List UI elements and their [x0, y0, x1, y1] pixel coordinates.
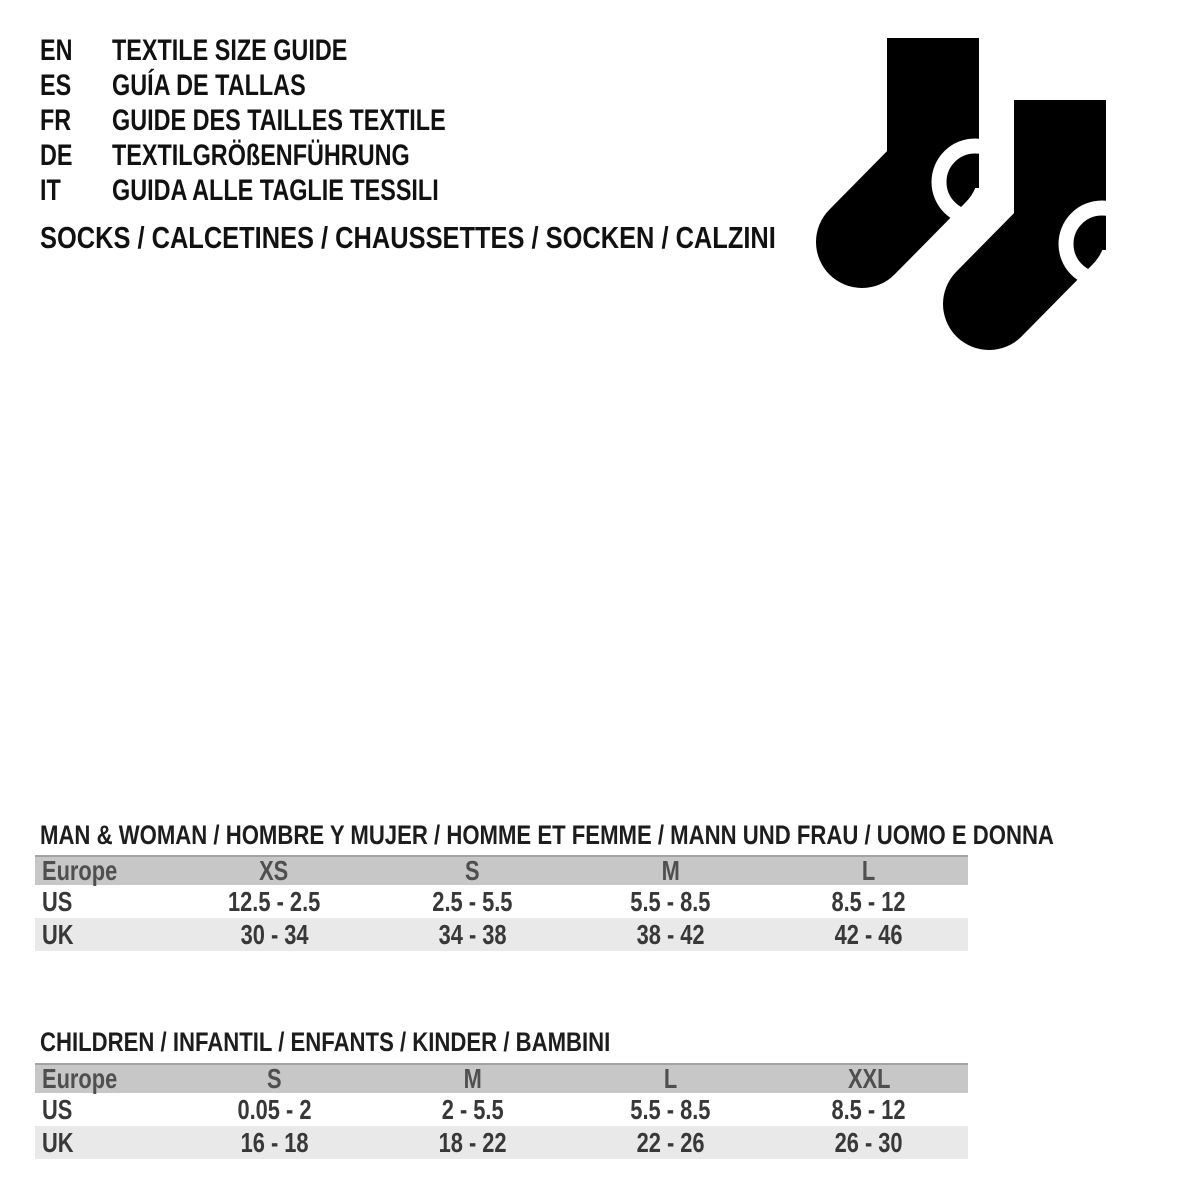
language-row-it	[40, 173, 540, 208]
socks-icon	[812, 30, 1152, 360]
table-header-cell: M	[661, 855, 680, 886]
section-title-text: CHILDREN / INFANTIL / ENFANTS / KINDER / BAMBINI	[40, 1026, 611, 1057]
table-header-cell: Europe	[42, 1063, 118, 1094]
category-heading-text: SOCKS / CALCETINES / CHAUSSETTES / SOCKEN / CALZINI	[40, 220, 776, 255]
table-row-uk	[35, 918, 968, 951]
table-cell: 2.5 - 5.5	[432, 886, 513, 917]
section-title-text: MAN & WOMAN / HOMBRE Y MUJER / HOMME ET FEMME / MANN UND FRAU / UOMO E DONNA	[40, 819, 1054, 850]
language-code: IT	[40, 173, 61, 207]
language-label: GUIDA ALLE TAGLIE TESSILI	[112, 173, 439, 207]
table-cell: 16 - 18	[240, 1127, 309, 1158]
table-header-cell: Europe	[42, 855, 118, 886]
language-label: TEXTILGRÖßENFÜHRUNG	[112, 138, 410, 172]
table-row-uk	[35, 1126, 968, 1159]
table-cell: 30 - 34	[240, 919, 309, 950]
row-label: UK	[42, 919, 74, 950]
language-row-fr	[40, 103, 540, 138]
table-cell: 26 - 30	[834, 1127, 903, 1158]
table-cell: 2 - 5.5	[441, 1094, 504, 1125]
table-header-cell: L	[663, 1063, 678, 1094]
language-code: ES	[40, 68, 72, 102]
table-row-us	[35, 885, 968, 918]
language-list	[40, 33, 540, 208]
table-header-cell: XS	[259, 855, 289, 886]
table-cell: 34 - 38	[438, 919, 507, 950]
language-code: DE	[40, 138, 73, 172]
row-label: US	[42, 1094, 73, 1125]
table-cell: 22 - 26	[636, 1127, 705, 1158]
table-cell: 8.5 - 12	[831, 886, 906, 917]
category-heading	[40, 220, 937, 256]
language-label: TEXTILE SIZE GUIDE	[112, 33, 348, 67]
language-code: FR	[40, 103, 72, 137]
section-title-man-woman	[40, 818, 1200, 852]
table-cell: 8.5 - 12	[831, 1094, 906, 1125]
table-header-row	[35, 855, 968, 885]
size-table-children	[35, 1063, 968, 1159]
table-header-cell: S	[465, 855, 480, 886]
table-cell: 42 - 46	[834, 919, 903, 950]
sock-left-glyph	[862, 38, 1011, 242]
language-row-es	[40, 68, 540, 103]
language-row-en	[40, 33, 540, 68]
row-label: US	[42, 886, 73, 917]
table-header-cell: L	[862, 855, 876, 886]
table-cell: 12.5 - 2.5	[227, 886, 321, 917]
language-row-de	[40, 138, 540, 173]
language-label: GUÍA DE TALLAS	[112, 68, 306, 102]
table-cell: 5.5 - 8.5	[630, 1094, 711, 1125]
row-label: UK	[42, 1127, 74, 1158]
table-row-us	[35, 1093, 968, 1126]
table-cell: 38 - 42	[636, 919, 705, 950]
table-header-row	[35, 1063, 968, 1093]
table-header-cell: S	[266, 1063, 282, 1094]
size-table-man-woman	[35, 855, 968, 951]
table-header-cell: M	[463, 1063, 482, 1094]
table-header-cell: XXL	[847, 1063, 891, 1094]
table-cell: 18 - 22	[438, 1127, 507, 1158]
section-title-children	[40, 1025, 736, 1059]
table-cell: 0.05 - 2	[237, 1094, 312, 1125]
language-code: EN	[40, 33, 73, 67]
table-cell: 5.5 - 8.5	[630, 886, 711, 917]
language-label: GUIDE DES TAILLES TEXTILE	[112, 103, 446, 137]
